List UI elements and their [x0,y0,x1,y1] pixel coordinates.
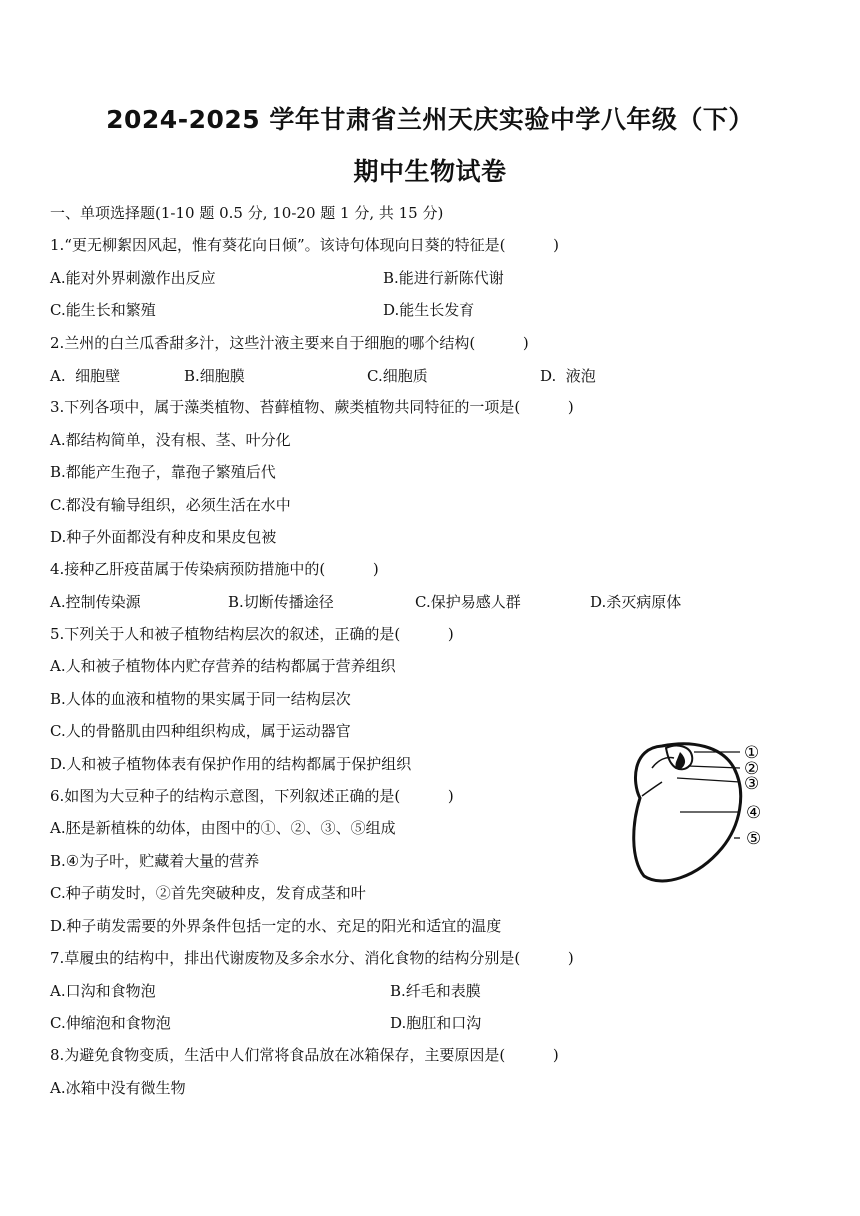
pointer-line-3 [677,778,740,782]
question-option: A.能对外界刺激作出反应 [50,269,216,287]
question-option: A. 细胞壁 [50,367,121,385]
question-option: D.种子萌发需要的外界条件包括一定的水、充足的阳光和适宜的温度 [50,917,502,935]
question-stem: 2.兰州的白兰瓜香甜多汁，这些汁液主要来自于细胞的哪个结构( ) [50,334,529,352]
figure-label-5: ⑤ [746,829,762,849]
question-option: A.都结构简单，没有根、茎、叶分化 [50,431,291,449]
soybean-seed-diagram [622,738,782,888]
exam-title-line2: 期中生物试卷 [353,157,507,186]
question-stem: 1.“更无柳絮因风起，惟有葵花向日倾”。该诗句体现向日葵的特征是( ) [50,236,560,254]
question-option: D.能生长发育 [383,301,475,319]
question-option: D.人和被子植物体表有保护作用的结构都属于保护组织 [50,755,412,773]
question-stem: 5.下列关于人和被子植物结构层次的叙述，正确的是( ) [50,625,454,643]
question-option: A.控制传染源 [50,593,141,611]
question-option: A.口沟和食物泡 [50,982,156,1000]
question-option: B.都能产生孢子，靠孢子繁殖后代 [50,463,276,481]
question-stem: 6.如图为大豆种子的结构示意图，下列叙述正确的是( ) [50,787,454,805]
question-option: C.种子萌发时，②首先突破种皮，发育成茎和叶 [50,884,366,902]
question-stem: 8.为避免食物变质，生活中人们常将食品放在冰箱保存，主要原因是( ) [50,1046,559,1064]
question-option: D.杀灭病原体 [590,593,682,611]
question-option: C.人的骨骼肌由四种组织构成，属于运动器官 [50,722,351,740]
question-option: C.保护易感人群 [415,593,521,611]
question-option: C.伸缩泡和食物泡 [50,1014,171,1032]
figure-label-3: ③ [744,774,760,794]
question-option: A.冰箱中没有微生物 [50,1079,186,1097]
question-option: A.胚是新植株的幼体，由图中的①、②、③、⑤组成 [50,819,396,837]
question-option: D.种子外面都没有种皮和果皮包被 [50,528,277,546]
question-option: B.能进行新陈代谢 [383,269,504,287]
question-option: C.都没有输导组织，必须生活在水中 [50,496,291,514]
question-option: B.切断传播途径 [228,593,334,611]
embryo-bud [675,752,685,770]
question-option: B.人体的血液和植物的果实属于同一结构层次 [50,690,351,708]
question-option: C.细胞质 [367,367,428,385]
question-option: B.④为子叶，贮藏着大量的营养 [50,852,260,870]
question-option: A.人和被子植物体内贮存营养的结构都属于营养组织 [50,657,396,675]
question-option: B.纤毛和表膜 [390,982,481,1000]
figure-label-2: ② [744,759,760,779]
section-heading: 一、单项选择题(1-10 题 0.5 分, 10-20 题 1 分, 共 15 分) [50,204,444,222]
cotyledon-edge [642,782,662,796]
question-option: C.能生长和繁殖 [50,301,156,319]
question-stem: 3.下列各项中，属于藻类植物、苔藓植物、蕨类植物共同特征的一项是( ) [50,398,574,416]
question-option: D. 液泡 [540,367,596,385]
question-stem: 7.草履虫的结构中，排出代谢废物及多余水分、消化食物的结构分别是( ) [50,949,574,967]
figure-label-1: ① [744,743,760,763]
question-stem: 4.接种乙肝疫苗属于传染病预防措施中的( ) [50,560,379,578]
exam-title-line1: 2024-2025 学年甘肃省兰州天庆实验中学八年级（下） [106,105,754,134]
question-option: B.细胞膜 [184,367,245,385]
question-option: D.胞肛和口沟 [390,1014,482,1032]
figure-label-4: ④ [746,803,762,823]
